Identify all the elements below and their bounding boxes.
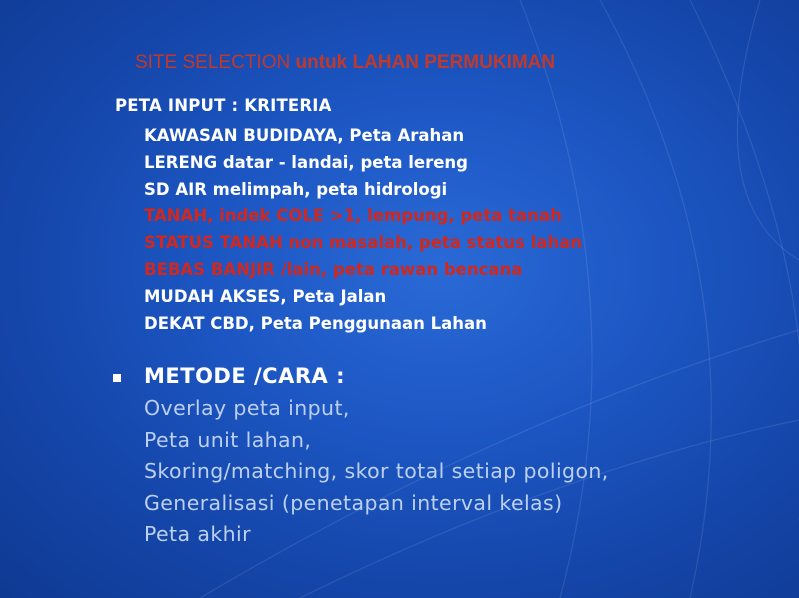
title-part-1: SITE SELECTION [135, 52, 296, 73]
criteria-list [144, 123, 582, 337]
criteria-item: KAWASAN BUDIDAYA, Peta Arahan [144, 126, 465, 145]
square-bullet-icon [113, 374, 121, 382]
section-heading: PETA INPUT : KRITERIA [115, 96, 332, 115]
criteria-item: SD AIR melimpah, peta hidrologi [144, 179, 448, 199]
criteria-item: LERENG datar - landai, peta lereng [144, 152, 468, 172]
criteria-item: BEBAS BANJIR /lain, peta rawan bencana [144, 259, 523, 279]
criteria-item: TANAH, indek COLE >1, lempung, peta tanah [144, 206, 562, 226]
method-step: Peta akhir [144, 522, 251, 546]
method-step: Skoring/matching, skor total setiap poligon, [144, 459, 609, 483]
method-steps-list [144, 393, 609, 551]
criteria-item: DEKAT CBD, Peta Penggunaan Lahan [144, 313, 487, 333]
method-step: Generalisasi (penetapan interval kelas) [144, 490, 563, 515]
title-part-2: untuk LAHAN PERMUKIMAN [295, 52, 556, 73]
criteria-item: STATUS TANAH non masalah, peta status lahan [144, 233, 583, 253]
method-heading: METODE /CARA : [144, 364, 345, 388]
slide-title [135, 52, 555, 74]
method-step: Peta unit lahan, [144, 427, 312, 452]
method-step: Overlay peta input, [144, 396, 350, 420]
criteria-item: MUDAH AKSES, Peta Jalan [144, 286, 387, 306]
